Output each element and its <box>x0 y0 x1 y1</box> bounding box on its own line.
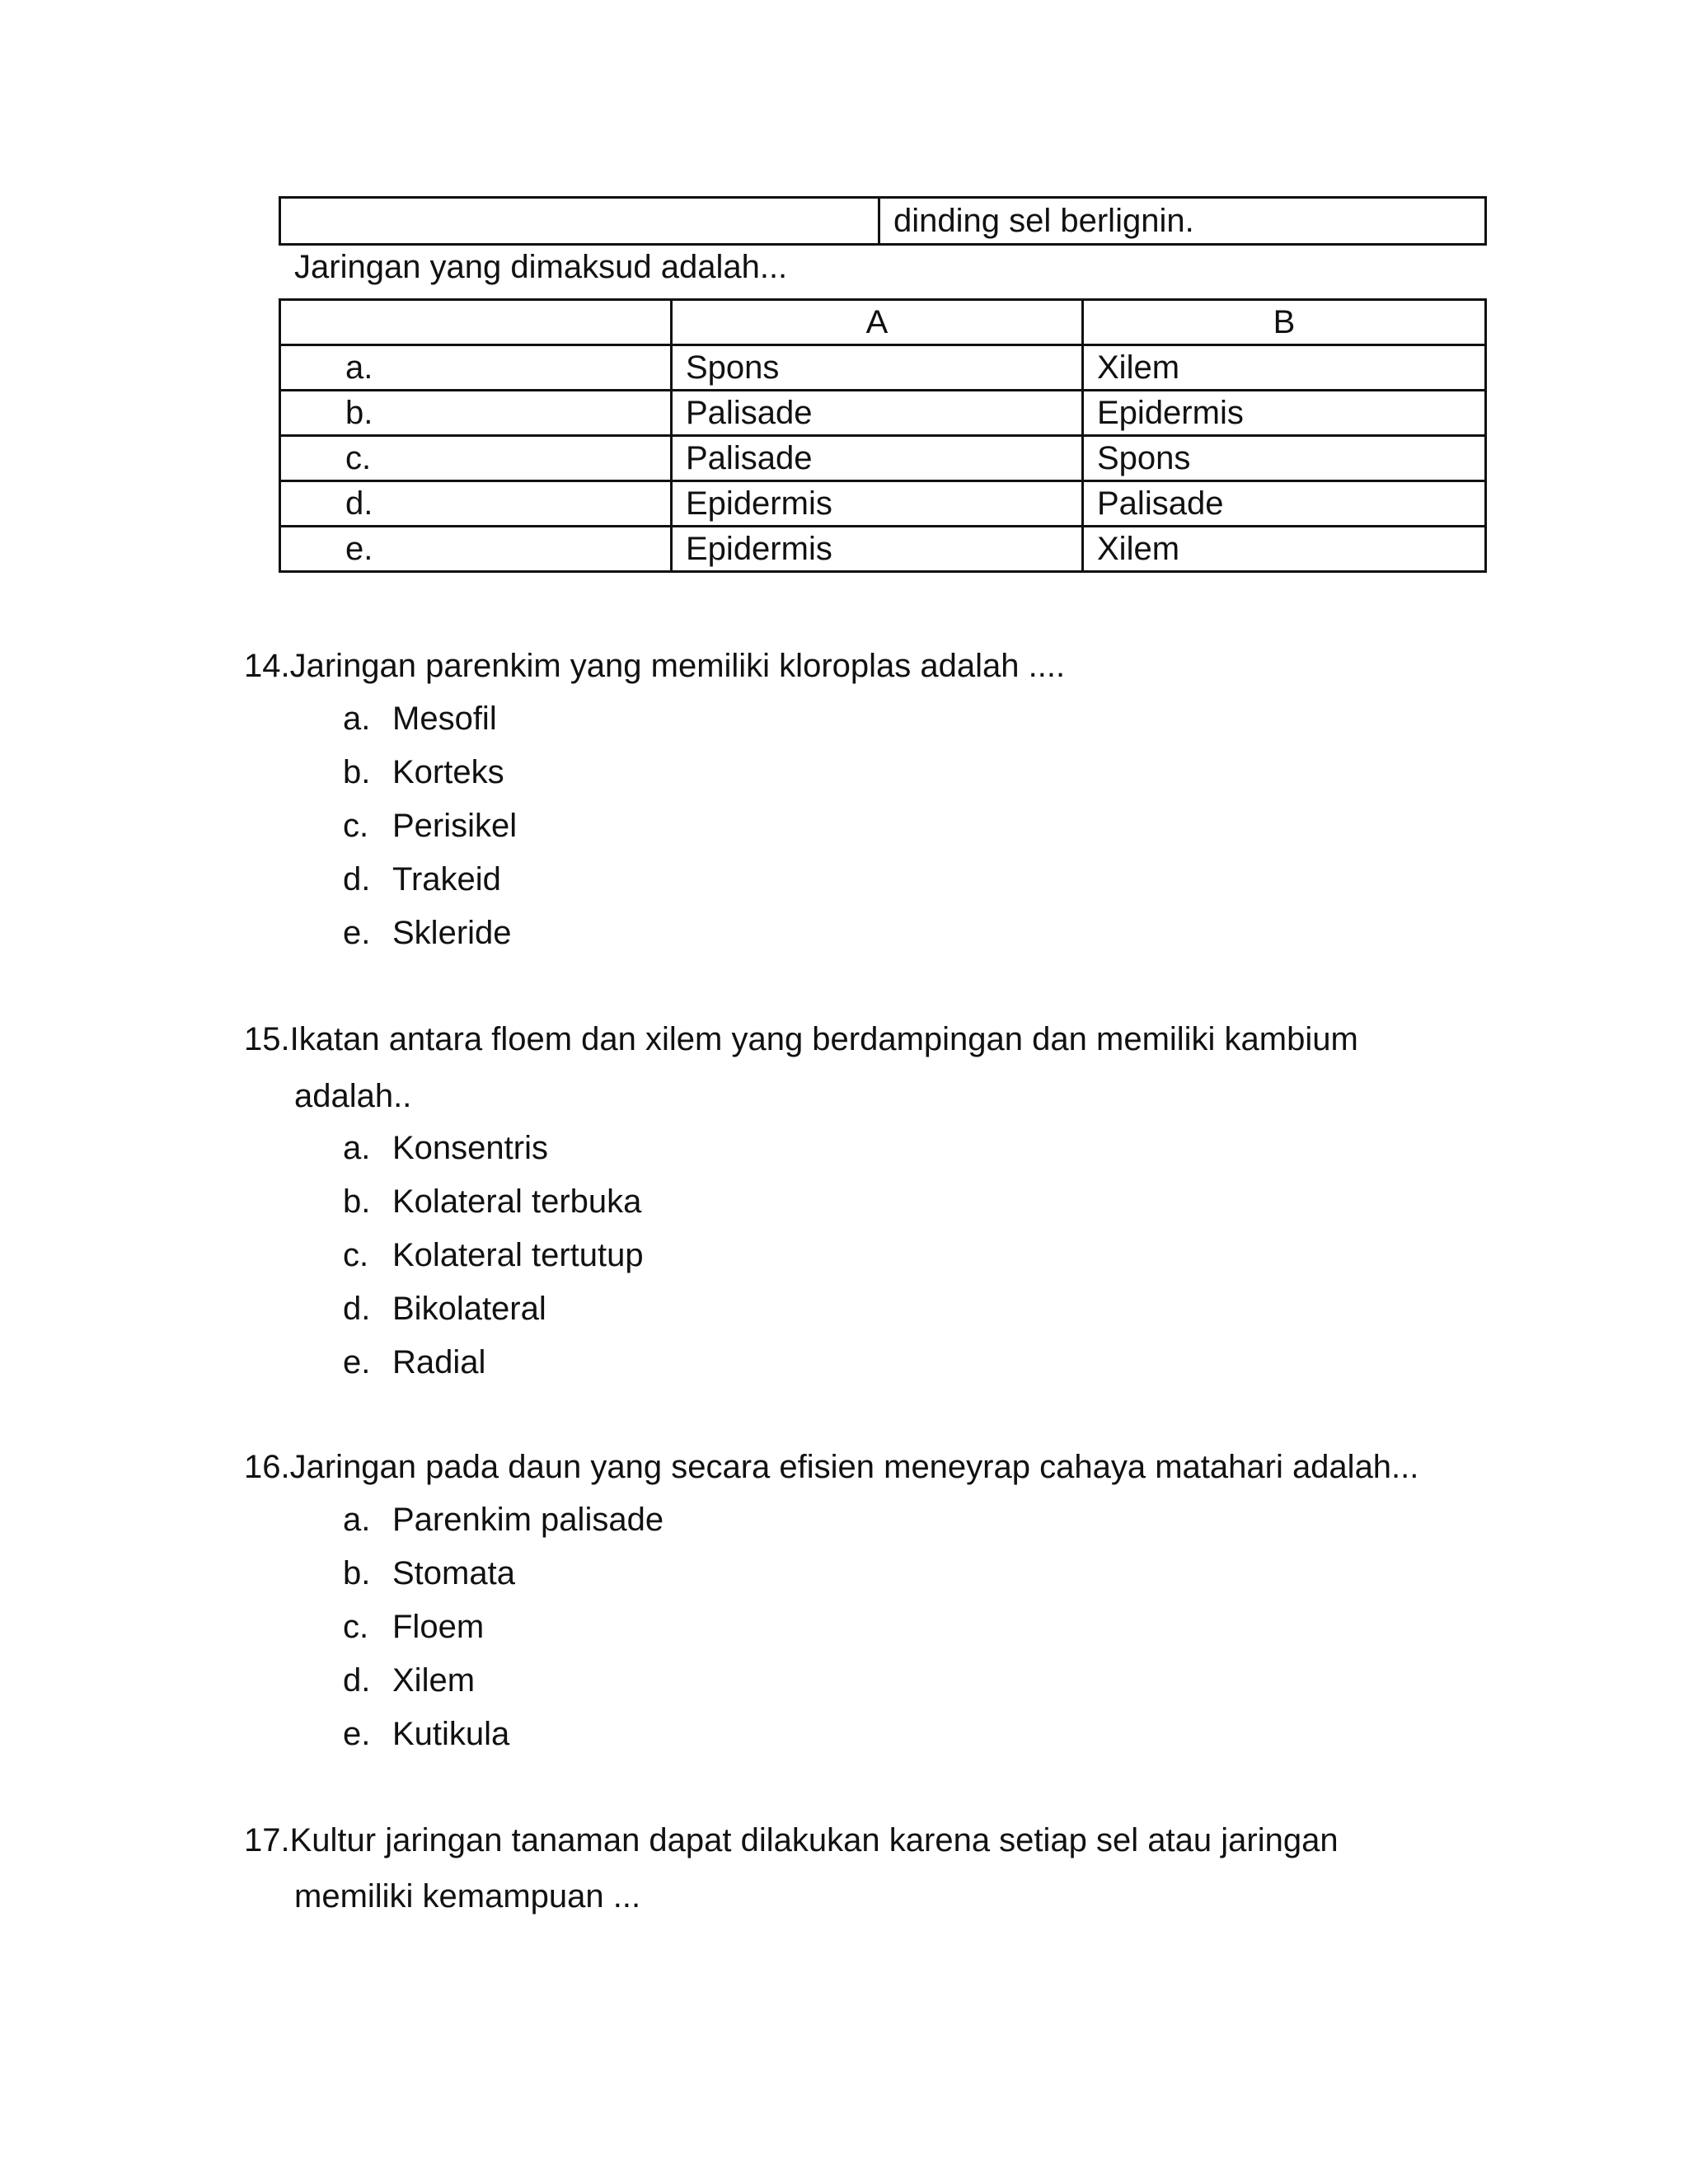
list-item <box>343 1654 663 1708</box>
option-text: Konsentris <box>392 1130 548 1166</box>
option-letter: a. <box>280 345 672 391</box>
option-a-cell: Spons <box>672 345 1083 391</box>
option-b-cell: Palisade <box>1083 481 1486 527</box>
list-item <box>343 1282 644 1336</box>
option-text: Kutikula <box>392 1716 510 1752</box>
list-item <box>343 1122 644 1175</box>
option-letter: e. <box>343 915 371 951</box>
option-letter: a. <box>343 1130 371 1166</box>
list-item <box>343 1547 663 1601</box>
option-b-cell: Xilem <box>1083 527 1486 572</box>
column-header-b: B <box>1083 300 1486 345</box>
question-number: 17. <box>244 1822 290 1858</box>
list-item <box>343 1493 663 1547</box>
option-letter: d. <box>343 861 371 898</box>
list-item <box>343 1175 644 1229</box>
option-letter: c. <box>343 1237 369 1273</box>
table-cell: dinding sel berlignin. <box>879 198 1486 245</box>
option-a-cell: Epidermis <box>672 527 1083 572</box>
list-item <box>343 692 517 746</box>
option-a-cell: Palisade <box>672 436 1083 481</box>
table-row <box>280 436 1486 481</box>
option-text: Radial <box>392 1344 486 1380</box>
option-letter: d. <box>343 1662 371 1699</box>
list-item <box>343 799 517 853</box>
option-letter: a. <box>343 701 371 737</box>
table-row <box>280 481 1486 527</box>
option-text: Xilem <box>392 1662 476 1699</box>
question-number: 14. <box>244 648 290 684</box>
list-item <box>343 907 517 960</box>
option-letter: e. <box>343 1716 371 1752</box>
table-row <box>280 527 1486 572</box>
option-text: Korteks <box>392 754 504 790</box>
question-17 <box>244 1821 1339 1860</box>
question-16 <box>244 1447 1418 1487</box>
list-item <box>343 1708 663 1761</box>
option-letter: a. <box>343 1502 371 1538</box>
option-letter: e. <box>343 1344 371 1380</box>
option-text: Floem <box>392 1609 485 1645</box>
option-letter: c. <box>280 436 672 481</box>
continuation-table <box>279 196 1487 246</box>
question-stem: Jaringan yang dimaksud adalah... <box>294 249 788 285</box>
option-text: Trakeid <box>392 861 501 898</box>
option-text: Kolateral terbuka <box>392 1183 642 1220</box>
option-letter: c. <box>343 1609 369 1645</box>
options-list-15 <box>343 1122 644 1390</box>
question-14 <box>244 646 1065 686</box>
column-header-blank <box>280 300 672 345</box>
options-list-16 <box>343 1493 663 1761</box>
question-text: Ikatan antara floem dan xilem yang berdampingan dan memiliki kambium <box>289 1021 1358 1057</box>
option-b-cell: Xilem <box>1083 345 1486 391</box>
list-item <box>343 853 517 907</box>
list-item <box>343 1229 644 1282</box>
option-text: Skleride <box>392 915 512 951</box>
option-text: Parenkim palisade <box>392 1502 664 1538</box>
option-text: Kolateral tertutup <box>392 1237 644 1273</box>
question-text: Jaringan parenkim yang memiliki kloroplas adalah .... <box>289 648 1066 684</box>
table-row <box>280 198 1486 245</box>
table-row <box>280 391 1486 436</box>
option-text: Bikolateral <box>392 1291 546 1327</box>
question-text: Kultur jaringan tanaman dapat dilakukan karena setiap sel atau jaringan <box>289 1822 1339 1858</box>
options-list-14 <box>343 692 517 960</box>
question-text-continuation: memiliki kemampuan ... <box>294 1878 641 1915</box>
question-number: 15. <box>244 1021 290 1057</box>
question-15 <box>244 1019 1358 1059</box>
list-item <box>343 1601 663 1654</box>
list-item <box>343 1336 644 1390</box>
table-header-row <box>280 300 1486 345</box>
table-cell <box>280 198 879 245</box>
option-letter: c. <box>343 808 369 844</box>
question-text: Jaringan pada daun yang secara efisien meneyrap cahaya matahari adalah... <box>289 1449 1419 1485</box>
option-letter: b. <box>343 1555 371 1591</box>
option-letter: b. <box>343 1183 371 1220</box>
option-text: Mesofil <box>392 701 497 737</box>
option-b-cell: Spons <box>1083 436 1486 481</box>
option-a-cell: Epidermis <box>672 481 1083 527</box>
table-row <box>280 345 1486 391</box>
option-letter: e. <box>280 527 672 572</box>
option-letter: b. <box>280 391 672 436</box>
column-header-a: A <box>672 300 1083 345</box>
question-text-continuation: adalah.. <box>294 1078 412 1114</box>
option-text: Stomata <box>392 1555 515 1591</box>
question-number: 16. <box>244 1449 290 1485</box>
list-item <box>343 746 517 799</box>
option-b-cell: Epidermis <box>1083 391 1486 436</box>
option-text: Perisikel <box>392 808 518 844</box>
option-letter: d. <box>343 1291 371 1327</box>
option-letter: d. <box>280 481 672 527</box>
answer-table <box>279 298 1487 573</box>
option-letter: b. <box>343 754 371 790</box>
option-a-cell: Palisade <box>672 391 1083 436</box>
